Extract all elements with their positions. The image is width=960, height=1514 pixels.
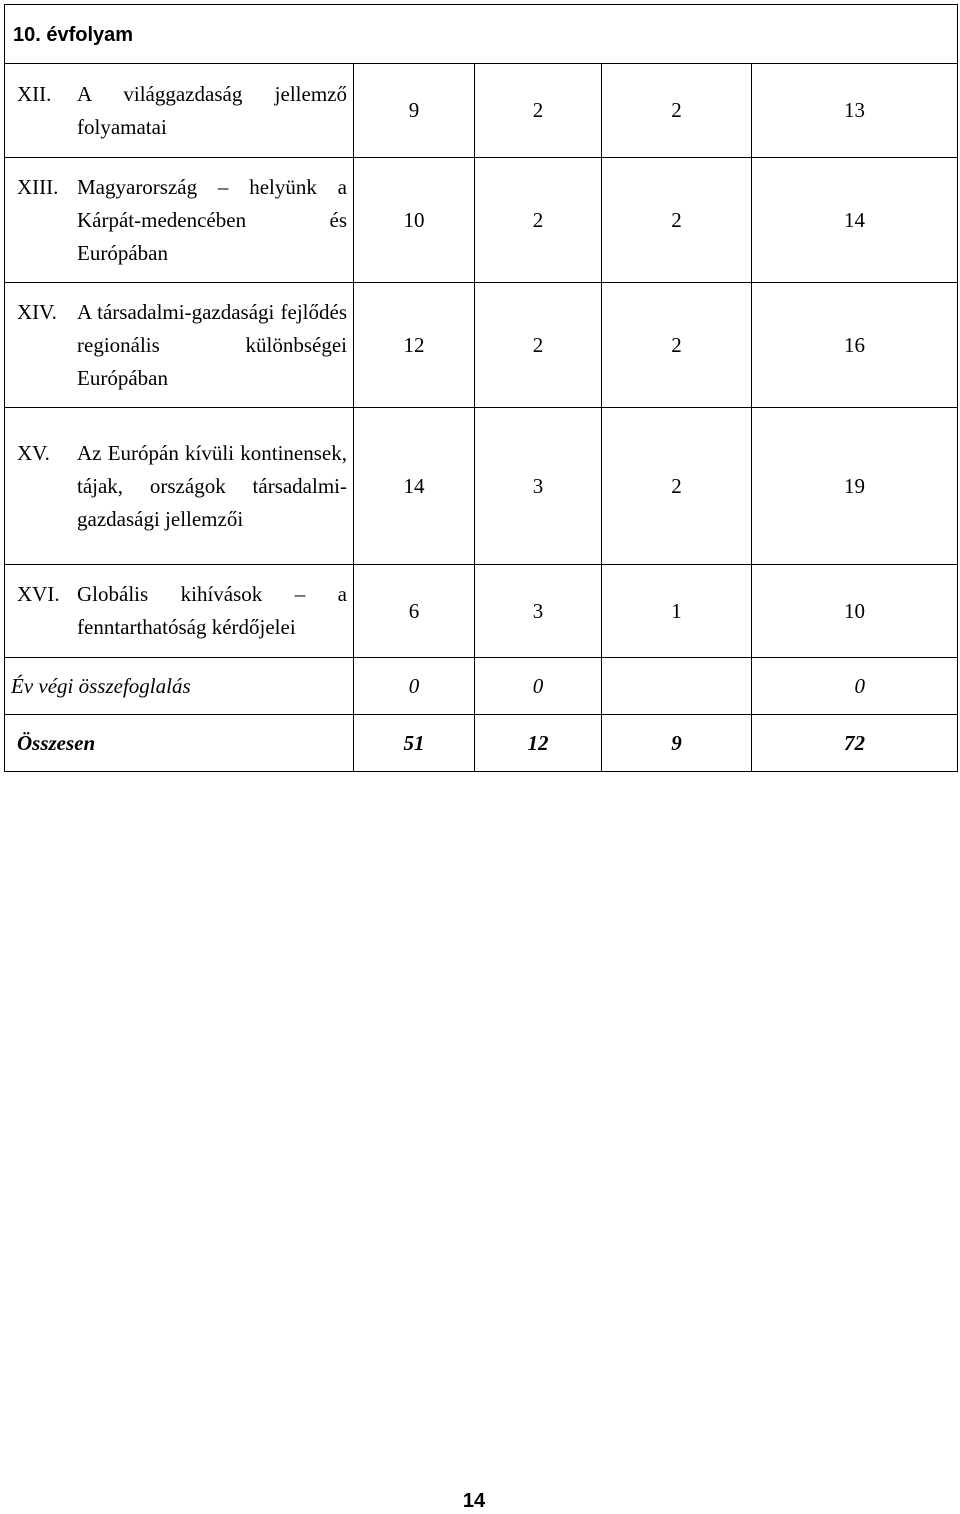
topic-cell (5, 408, 354, 565)
topic-row (5, 64, 958, 158)
summary-label: Év végi összefoglalás (5, 658, 354, 715)
hours-value: 14 (354, 408, 475, 565)
hours-value: 2 (475, 283, 602, 408)
summary-value: 0 (354, 658, 475, 715)
topic-number: XIII. (17, 174, 59, 199)
hours-value: 2 (602, 408, 752, 565)
topic-number: XII. (17, 81, 52, 106)
year-label: 10. évfolyam (5, 5, 958, 64)
total-hours-value: 14 (752, 158, 958, 283)
topic-title: A világgazdaság jellemző folyamatai (77, 81, 347, 139)
topic-title: Magyarország – helyünk a Kárpát-medencében és Európában (77, 174, 347, 265)
topic-row (5, 408, 958, 565)
topic-number: XV. (17, 440, 50, 465)
topic-row (5, 158, 958, 283)
total-value: 51 (354, 715, 475, 772)
year-header-row (5, 5, 958, 64)
total-label: Összesen (5, 715, 354, 772)
topic-cell (5, 565, 354, 658)
hours-value: 3 (475, 565, 602, 658)
total-hours-value: 10 (752, 565, 958, 658)
hours-value: 3 (475, 408, 602, 565)
hours-value: 6 (354, 565, 475, 658)
hours-value: 2 (602, 283, 752, 408)
hours-value: 2 (475, 64, 602, 158)
summary-total-value: 0 (752, 658, 958, 715)
topic-row (5, 283, 958, 408)
total-hours-value: 13 (752, 64, 958, 158)
summary-value: 0 (475, 658, 602, 715)
total-hours-value: 16 (752, 283, 958, 408)
topic-title: A társadalmi-gazdasági fejlődés regionális különbségei Európában (77, 299, 347, 390)
total-row (5, 715, 958, 772)
hours-value: 2 (602, 158, 752, 283)
total-hours-value: 19 (752, 408, 958, 565)
topic-row (5, 565, 958, 658)
topic-cell (5, 283, 354, 408)
summary-value (602, 658, 752, 715)
topic-cell (5, 64, 354, 158)
hours-value: 10 (354, 158, 475, 283)
curriculum-table (4, 4, 958, 772)
hours-value: 2 (475, 158, 602, 283)
topic-number: XIV. (17, 299, 57, 324)
hours-value: 2 (602, 64, 752, 158)
hours-value: 12 (354, 283, 475, 408)
hours-value: 1 (602, 565, 752, 658)
total-value: 12 (475, 715, 602, 772)
grand-total-value: 72 (752, 715, 958, 772)
total-value: 9 (602, 715, 752, 772)
topic-number: XVI. (17, 582, 60, 606)
topic-cell (5, 158, 354, 283)
topic-title: Az Európán kívüli kontinensek, tájak, országok társadalmi-gazdasági jellemzői (77, 440, 347, 531)
topic-title: Globális kihívások – a fenntarthatóság kérdőjelei (77, 582, 347, 639)
page-number: 14 (462, 1490, 486, 1512)
hours-value: 9 (354, 64, 475, 158)
summary-row (5, 658, 958, 715)
